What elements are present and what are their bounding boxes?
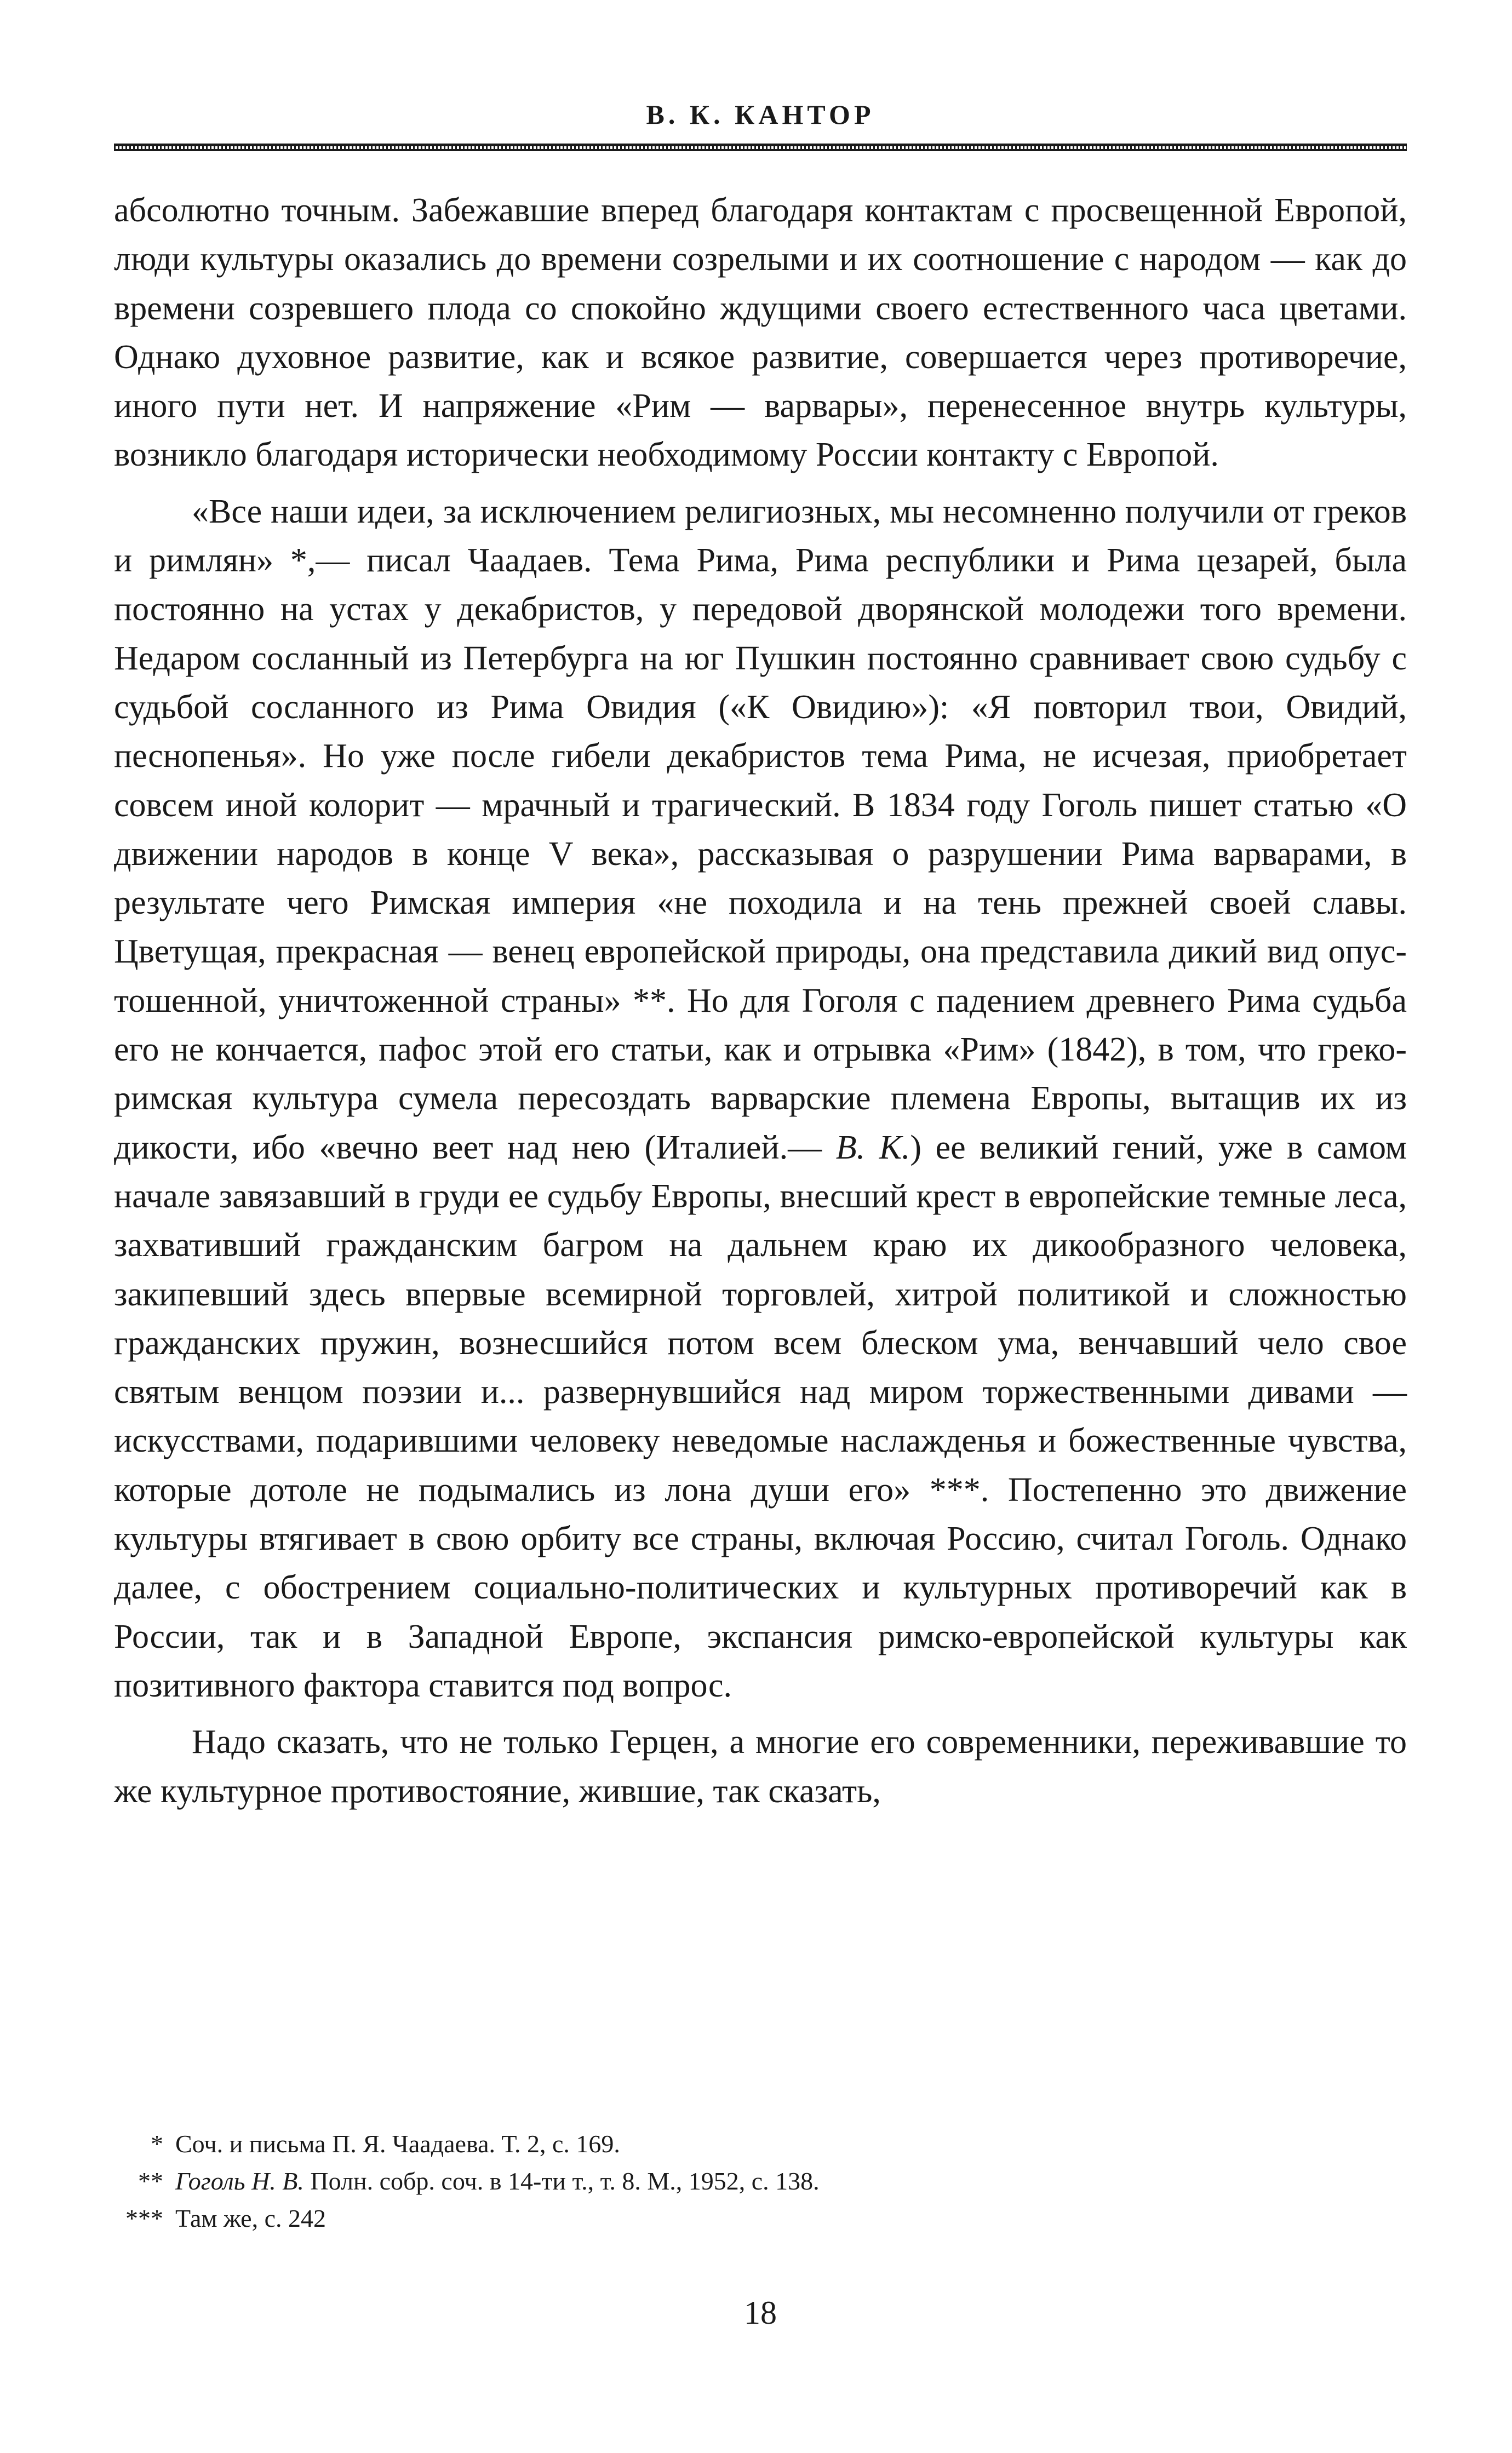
footnotes bbox=[114, 2125, 1407, 2237]
paragraph-2-part-1: «Все наши идеи, за исключением религиозных, мы несомненно получили от греков и римлян» *,— писал Чаадаев. Тема Рима, Рима республики и Рима цезарей, была постоянно на устах у декабристов, у передовой дворянской молодежи того времени. Недаром сосланный из Петербурга на юг Пушкин постоянно сравнивает свою судьбу с судьбой сосланного из Рима Овидия («К Овидию»): «Я повторил твои, Овидий, песнопенья». Но уже после гибели декабристов тема Рима, не исчезая, приобретает совсем иной колорит — мрачный и трагический. В 1834 году Гоголь пишет статью «О движении народов в конце V века», рассказывая о разрушении Рима варварами, в результате чего Римская империя «не походила и на тень прежней своей славы. Цветущая, прекрасная — венец европейской природы, она представила дикий вид опустошенной, уничтоженной страны» **. Но для Гоголя с падением древнего Рима судьба его не кончается, пафос этой его статьи, как и отрывка «Рим» (1842), в том, что греко-римская культура сумела пересоздать варварские племена Европы, вытащив их из дикости, ибо «вечно веет над нею (Италией.— bbox=[114, 492, 1407, 1166]
footnote-mark: ** bbox=[138, 2167, 163, 2195]
paragraph-2 bbox=[114, 488, 1407, 1710]
header-rule bbox=[114, 144, 1407, 151]
footnote-author: Гоголь Н. В. bbox=[175, 2167, 304, 2195]
footnote-text: Там же, с. 242 bbox=[175, 2204, 326, 2232]
footnote-mark: *** bbox=[125, 2204, 163, 2232]
author-initials: В. К. bbox=[835, 1128, 910, 1166]
book-page bbox=[114, 0, 1407, 2453]
footnote-mark: * bbox=[151, 2130, 163, 2158]
paragraph-3: Надо сказать, что не только Герцен, а многие его современники, переживавшие то же культурное противостояние, жившие, так сказать, bbox=[114, 1723, 1407, 1810]
page-number: 18 bbox=[744, 2295, 777, 2331]
footnote-2 bbox=[114, 2163, 1407, 2200]
body-text bbox=[114, 186, 1407, 1816]
footnote-3 bbox=[114, 2200, 1407, 2237]
footnote-1 bbox=[114, 2125, 1407, 2163]
running-head: В. К. КАНТОР bbox=[646, 99, 875, 130]
footnote-text: Полн. собр. соч. в 14-ти т., т. 8. М., 1952, с. 138. bbox=[303, 2167, 820, 2195]
paragraph-1: абсолютно точным. Забежавшие вперед благодаря контактам с просвещенной Европой, люди культуры оказались до времени созрелыми и их соотношение с народом — как до времени созревшего плода со спокойно ждущими своего естественного часа цветами. Однако духовное развитие, как и всякое развитие, совершается через противоречие, иного пути нет. И напряжение «Рим — варвары», перенесенное внутрь культуры, возникло благодаря исторически необходимому России контакту с Европой. bbox=[114, 192, 1407, 474]
paragraph-2-part-2: ) ее великий гений, уже в самом начале завязавший в груди ее судьбу Европы, внесший крест в европейские темные леса, захвативший гражданским багром на дальнем краю их дикообразного человека, закипевший здесь впервые всемирной торговлей, хитрой политикой и сложностью гражданских пружин, вознесшийся потом всем блеском ума, венчавший чело свое святым венцом поэзии и... развернувшийся над миром торжественными дивами — искусствами, подарившими человеку неведомые наслажденья и божественные чувства, которые дотоле не подымались из лона души его» ***. Постепенно это движение культуры втягивает в свою орбиту все страны, включая Россию, считал Гоголь. Однако далее, с обострением социально-политических и культурных противоречий как в России, так и в Западной Европе, экспансия римско-европейской культуры как позитивного фактора ставится под вопрос. bbox=[114, 1128, 1407, 1704]
footnote-text: Соч. и письма П. Я. Чаадаева. Т. 2, с. 169. bbox=[175, 2130, 620, 2158]
